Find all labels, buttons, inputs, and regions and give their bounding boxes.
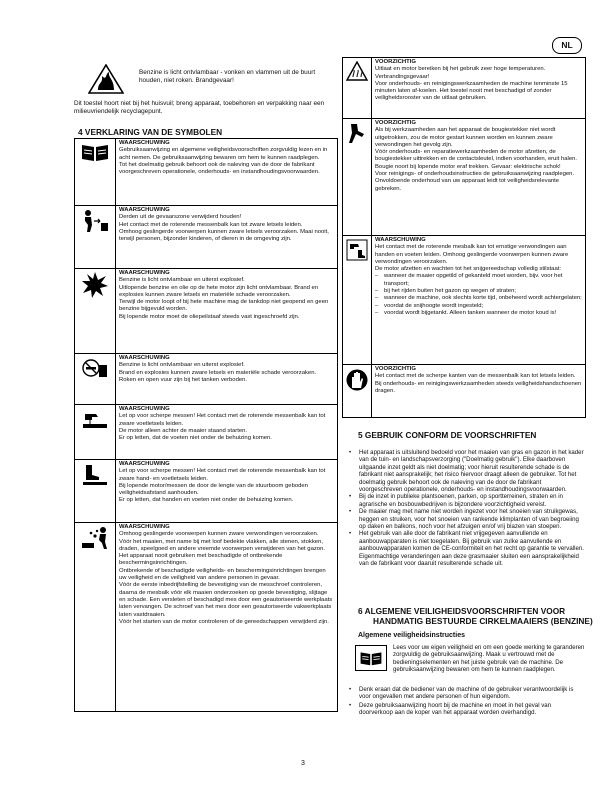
- box-line: Het contact met de roterende mesbalk kan tot ernstige verwondingen aan handen en voeten leiden. Omhoog geslingerde voorwerpen kunnen zware verwondingen veroorzaken.: [375, 244, 569, 265]
- box-line: Vóór de eerste inbedrijfstelling de bevestiging van de messchroef controleren, daarna de mesbalk vóór elk maaien onderzoeken op goede bevestiging, slijtage en schade. Een versleten of beschadigd mes door een geautoriseerde werkplaats laten vervangen. De schroef van het mes door een geautoriseerde vakwerkplaats laten vastdraaien.: [119, 582, 333, 618]
- fire-explosion-icon: [88, 64, 124, 94]
- warning-box: [75, 206, 338, 269]
- box-line: Brand en explosies kunnen zware letsels en materiële schade veroorzaken.: [119, 369, 317, 376]
- box-line: Voor onderhouds- en reinigingswerkzaamheden de machine tenminste 15 minuten laten af-koelen. Het toestel nooit met beschadigd of zonder veiligheidsrooster van de uitlaat gebruiken.: [375, 80, 568, 102]
- box-line: Omhoog geslingerde voorwerpen kunnen zware verwondingen veroorzaken.: [119, 531, 319, 538]
- intro-text: Benzine is licht ontvlambaar - vonken en vlammen uit de buurt houden, niet roken. Brandgevaar!: [139, 69, 316, 84]
- box-title: WAARSCHUWING: [119, 406, 170, 412]
- box-line: Benzine is licht ontvlambaar en uiterst explosief.: [119, 277, 245, 284]
- list-item: • Het apparaat is uitsluitend bedoeld voor het maaien van gras en gazon in het kader van de tuin- en landschapsverzorging ("Doelmatig gebruik"). Elke daarboven uitgaande inzet geldt als niet doelmatig; voor hieruit resulterende schade is de fabrikant niet aansprakelijk; het risico hiervoor draagt alleen de gebruiker. Tot het doelmatig gebruik behoort ook de naleving van de door de fabrikant voorgeschreven operationele, onderhouds- en instandhoudingsvoorwaarden.: [348, 449, 586, 493]
- box-line: Voor reinigings- of onderhoudsinstructies de gebruiksaanwijzing raadplegen.: [375, 171, 575, 178]
- stop-conditions-list: [375, 273, 582, 317]
- box-line: De motor alleen achter de maaier staand starten.: [119, 427, 248, 434]
- warning-box: [75, 139, 338, 206]
- thrown-objects-icon: [75, 523, 116, 712]
- warning-box: [343, 365, 586, 418]
- box-line: Het apparaat nooit gebruiken met beschadigde of ontbrekende beschermingsinrichtingen.: [119, 553, 283, 567]
- section-4-heading: 4 VERKLARING VAN DE SYMBOLEN: [78, 127, 223, 137]
- box-line: Vóór het maaien, met name bij met loof bedekte vlakken, alle stenen, stokken, draden, speelgoed en andere vreemde voorwerpen verwijderen van het gazon.: [119, 538, 325, 552]
- section-5-heading: 5 GEBRUIK CONFORM DE VOORSCHRIFTEN: [358, 430, 537, 440]
- warning-box: [343, 236, 586, 365]
- box-title: VOORZICHTIG: [375, 366, 416, 372]
- language-badge: NL: [552, 37, 582, 54]
- list-item: • Deze gebruiksaanwijzing hoort bij de machine en moet in het geval van doorverkoop aan de koper van het apparaat worden overhandigd.: [348, 702, 586, 717]
- box-line: Vóór onderhouds- en reparatiewerkzaamheden de motor afzetten, de bougiestekker uittrekken en de contactsleutel, indien voorhanden, eruit halen. Bougie noort bij lopende motor eraf trekken. Gevaar: elektrische schok!: [375, 149, 578, 170]
- hot-surface-icon: [343, 58, 372, 119]
- warning-box: [343, 119, 586, 236]
- list-item: – voordat wordt bijgetankt. Alleen tanken wanneer de motor koud is!: [375, 310, 582, 317]
- box-line: Als bij werkzaamheden aan het apparaat de bougiestekker niet wordt uitgetrokken, zou de motor gestart kunnen worden en kunnen zware verwondingen het gevolg zijn.: [375, 127, 556, 148]
- box-line: Let op voor scherpe messen! Het contact met de roterende messenbalk kan tot zware voetletsels leiden.: [119, 413, 326, 427]
- box-line: Bij onderhouds- en reinigingswerkzaamheden steeds veiligheidshandschoenen dragen.: [375, 380, 582, 394]
- warning-box: [75, 354, 338, 405]
- box-line: Tot het doelmatig gebruik behoort ook de naleving van de door de fabrikant voorgeschreven operationele, onderhouds- en instandhoudingsvoorwaarden.: [119, 161, 320, 176]
- box-line: Onvoldoende onderhoud van uw apparaat leidt tot veiligheidsrelevante gebreken.: [375, 178, 560, 192]
- box-line: Uitlaat en motor bereiken bij het gebruik zeer hoge temperaturen. Verbrandingsgevaar!: [375, 66, 546, 80]
- box-title: WAARSCHUWING: [119, 355, 170, 361]
- safety-intro-text: Lees voor uw eigen veiligheid en om een goede werking te garanderen zorgvuldig de gebruiksaanwijzing. Maak u vertrouwd met de bedieningselementen en het juiste gebruik van de machine. De gebruiksaanwijzing bewaren om hem te kunnen raadplegen.: [393, 644, 585, 674]
- section-6-heading: [358, 606, 593, 626]
- read-manual-icon: [355, 645, 387, 671]
- box-line: Derden uit de gevaarszone verwijderd houden!: [119, 214, 242, 221]
- box-title: WAARSCHUWING: [375, 237, 426, 243]
- section-6-heading-line-2: HANDMATIG BESTUURDE CIRKELMAAIERS (BENZINE): [373, 616, 593, 626]
- spark-plug-icon: [343, 119, 372, 236]
- box-line: Vóór het starten van de motor controleren of de gereedschappen verwijderd zijn.: [119, 618, 329, 625]
- list-item: • Bij de inzet in publieke plantsoenen, parken, op sportterreinen, straten en in agrarische en bosbouwbedrijven is bijzondere voorzichtigheid vereist.: [348, 493, 586, 508]
- list-item: – wanneer de maaier opgetild of gekanteld moet worden, bijv. voor het transport;: [375, 273, 582, 288]
- box-title: WAARSCHUWING: [119, 461, 170, 467]
- box-title: WAARSCHUWING: [119, 207, 170, 213]
- box-title: WAARSCHUWING: [119, 524, 170, 530]
- list-item: • Het gebruik van alle door de fabrikant niet vrijgegeven aanvullende en aanbouwapparaten is niet toegelaten. Bij gebruik van zulke aanvullende en aanbouwapparaten komen de CE-conformiteit en het recht op garantie te vervallen. Eigenmachtige veranderingen aan deze grasmaaier sluiten een aansprakelijkheid van de fabrikant voor daaruit resulterende schade uit.: [348, 530, 586, 567]
- warning-box: [75, 269, 338, 354]
- section-6-subheading: Algemene veiligheidsinstructies: [358, 632, 465, 639]
- section-6-list: [348, 686, 586, 717]
- warning-box: [75, 460, 338, 523]
- symbols-table: [74, 138, 338, 712]
- explosion-icon: [75, 269, 116, 354]
- right-warnings-table: [342, 57, 586, 418]
- box-line: Roken en open vuur zijn bij het tanken verboden.: [119, 376, 248, 383]
- box-line: De motor afzetten en wachten tot het snijgereedschap volledig stilstaat:: [375, 266, 561, 273]
- disposal-note: Dit toestel hoort niet bij het huisvuil; breng apparaat, toebehoren en verpakking naar een milieuvriendelijk recyclagepunt.: [74, 100, 325, 115]
- list-item: • Denk eraan dat de bediener van de machine of de gebruiker verantwoordelijk is voor ongevallen met andere personen of hun eigendom.: [348, 686, 586, 701]
- section-5-list: [348, 449, 586, 568]
- warning-box: [75, 523, 338, 712]
- box-line: Let op voor scherpe messen! Het contact met de roterende messenbalk kan tot zware hand- en voetletsels leiden.: [119, 468, 326, 482]
- box-line: Uitlopende benzine en olie op de hete motor zijn licht ontvlambaar. Brand en explosies kunnen zware letsels en materiële schade veroorzaken.: [119, 284, 319, 298]
- blade-hands-feet-icon: [343, 236, 372, 365]
- box-line: Benzine is licht ontvlambaar en uiterst explosief.: [119, 362, 245, 369]
- warning-box: [75, 405, 338, 460]
- warning-box: [343, 58, 586, 119]
- box-line: Bij lopende motor/messen de door de lengte van de stuurboom geboden veiligheidsafstand aanhouden.: [119, 482, 308, 497]
- foot-blade-icon: [75, 460, 116, 523]
- no-smoking-icon: [75, 354, 116, 405]
- page-number: 3: [301, 760, 305, 767]
- keep-distance-icon: [75, 206, 116, 269]
- box-line: Ontbrekende of beschadigde veiligheids- en beschermingsinrichtingen brengen uw veiligheid en de veiligheid van andere personen in gevaar.: [119, 567, 326, 582]
- box-line: Het contact met de roterende messenbalk kan tot zware letsels leiden.: [119, 221, 303, 228]
- box-line: Omhoog geslingerde voorwerpen kunnen zware letsels veroorzaken. Maai nooit, terwijl personen, bijzonder kinderen, of dieren in de omgeving zijn.: [119, 228, 329, 243]
- gloves-icon: [343, 365, 372, 418]
- hand-blade-icon: [75, 405, 116, 460]
- box-title: WAARSCHUWING: [119, 270, 170, 276]
- list-item: – bij het rijden buiten het gazon op wegen of straten;: [375, 288, 582, 295]
- section-6-heading-line-1: 6 ALGEMENE VEILIGHEIDSVOORSCHRIFTEN VOOR: [358, 606, 566, 616]
- box-line: Gebruiksaanwijzing en algemene veiligheidsvoorschriften zorgvuldig lezen en in acht nemen. De gebruiksaanwijzing bewaren om hem te kunnen raadplegen.: [119, 147, 328, 161]
- box-line: Er op letten, dat handen en voeten niet onder de behuizing komen.: [119, 497, 294, 504]
- box-line: Er op letten, dat de voeten niet onder de behuizing komen.: [119, 435, 272, 442]
- box-line: Het contact met de scherpe kanten van de messenbalk kan tot letsels leiden.: [375, 373, 576, 380]
- read-manual-icon: [75, 139, 116, 206]
- list-item: – voordat de snijhoogte wordt ingesteld;: [375, 303, 582, 310]
- box-title: WAARSCHUWING: [119, 140, 170, 146]
- box-line: Terwijl de motor loopt of bij hete machine mag de tankdop niet geopend en geen benzine bijgevuld worden.: [119, 299, 329, 313]
- box-title: VOORZICHTIG: [375, 120, 416, 126]
- box-title: VOORZICHTIG: [375, 59, 416, 65]
- list-item: • De maaier mag met name niet worden ingezet voor het snoeien van struikgewas, heggen en struiken, voor het snoeien van rankende klimplanten of van begroeiing op daken en balkons, noch voor het afzuigen en/of vrij blazen van stoepen.: [348, 508, 586, 530]
- list-item: – wanneer de machine, ook slechts korte tijd, onbeheerd wordt achtergelaten;: [375, 295, 582, 302]
- box-line: Bij lopende motor moet de oliepeilstaaf steeds vast ingeschroefd zijn.: [119, 313, 300, 320]
